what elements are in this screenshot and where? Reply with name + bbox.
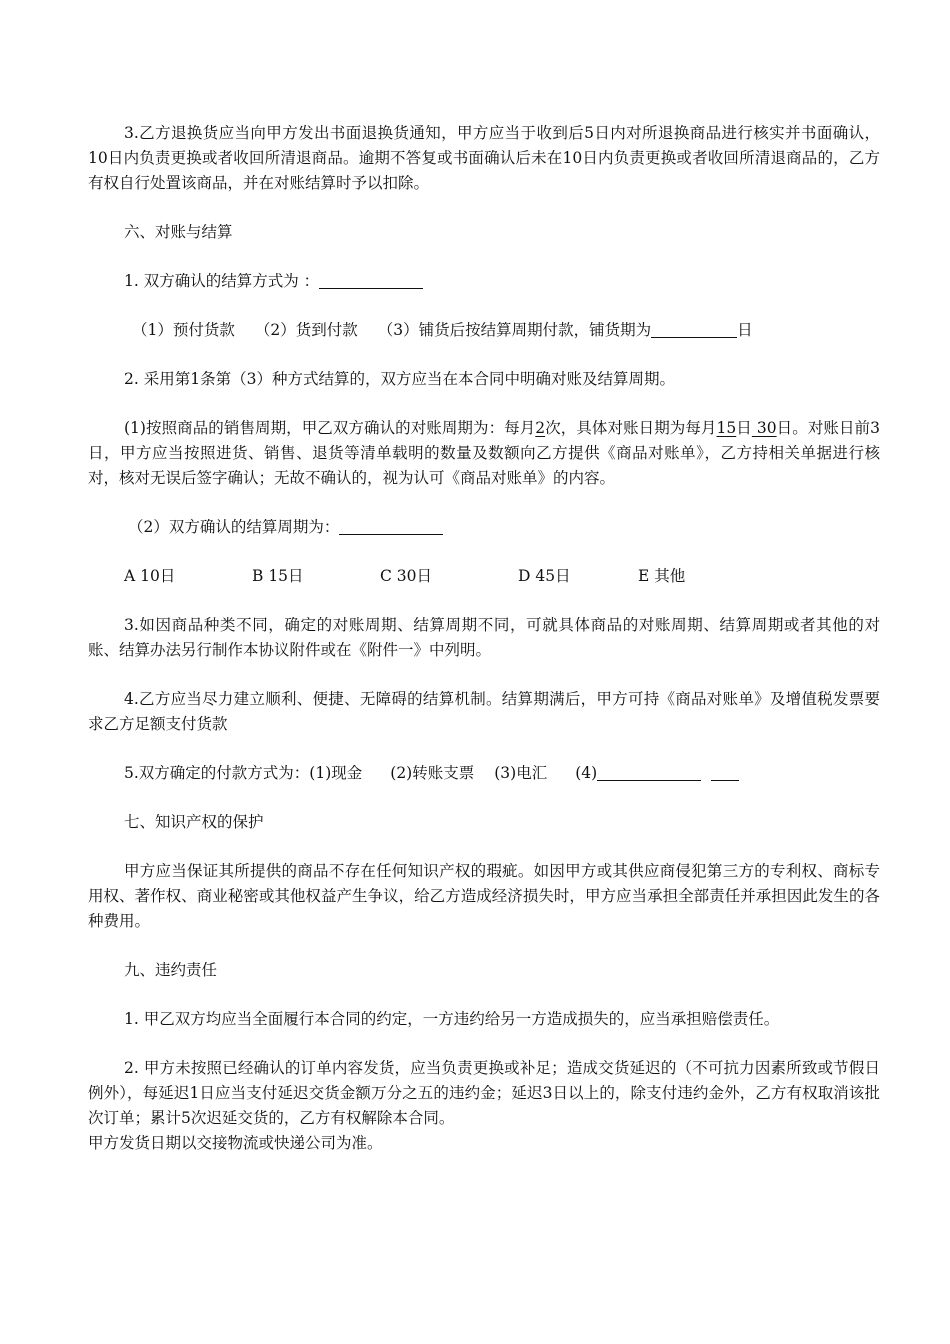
settlement-method-blank[interactable] [319,271,423,289]
period-options [88,564,880,589]
section-7-body: 甲方应当保证其所提供的商品不存在任何知识产权的瑕疵。如因甲方或其供应商侵犯第三方的专利权、商标专用权、著作权、商业秘密或其他权益产生争议，给乙方造成经济损失时，甲方应当承担全部责任并承担因此发生的各种费用。 [88,862,880,930]
clause-6-2-1-text-a: (1)按照商品的销售周期，甲乙双方确认的对账周期为：每月 [124,419,536,437]
period-option-d: D 45日 [518,567,571,585]
period-option-a: A 10日 [124,567,176,585]
clause-6-2-2-label: （2）双方确认的结算周期为： [128,518,340,536]
clause-9-1: 1. 甲乙双方均应当全面履行本合同的约定，一方违约给另一方造成损失的，应当承担赔偿责任。 [124,1010,780,1028]
reconcile-day-1: 15 [716,419,737,437]
clause-9-2-text: 2. 甲方未按照已经确认的订单内容发货，应当负责更换或补足；造成交货延迟的（不可抗力因素所致或节假日例外），每延迟1日应当支付延迟交货金额万分之五的违约金；延迟3日以上的，除支付违约金外，乙方有权取消该批次订单；累计5次迟延交货的，乙方有权解除本合同。 [88,1059,880,1127]
option-cod: （2）货到付款 [254,321,358,339]
clause-6-1-label: 1. 双方确认的结算方式为 ： [124,272,320,290]
clause-6-3: 3.如因商品种类不同，确定的对账周期、结算周期不同，可就具体商品的对账周期、结算周期或者其他的对账、结算办法另行制作本协议附件或在《附件一》中列明。 [88,616,880,659]
period-option-e: E 其他 [638,567,686,585]
clause-9-2 [88,1056,880,1131]
payment-cash: (1)现金 [309,764,363,782]
clause-6-2-1-text-b: 次，具体对账日期为每月 [545,419,717,437]
clause-6-2-1-text-d: 日。对账日前3日，甲方应当按照进货、销售、退货等清单载明的数量及数额向乙方提供《商品对账单》，乙方持相关单据进行核对，核对无误后签字确认；无故不确认的，视为认可《商品对账单》的内容。 [88,419,880,487]
option-consign-unit: 日 [737,321,753,339]
clause-6-2: 2. 采用第1条第（3）种方式结算的，双方应当在本合同中明确对账及结算周期。 [124,370,675,388]
clause-6-2-1 [88,416,880,491]
reconcile-times: 2 [535,419,546,437]
clause-6-5 [88,761,880,786]
clause-6-5-label: 5.双方确定的付款方式为： [124,764,310,782]
clause-6-2-1-text-c: 日 [736,419,752,437]
section-9-title: 九、违约责任 [124,961,218,979]
payment-other: (4) [575,764,598,782]
payment-other-blank[interactable] [597,763,701,781]
clause-6-1 [88,269,880,294]
reconcile-day-2: 30 [751,419,777,437]
clause-9-2-note: 甲方发货日期以交接物流或快递公司为准。 [88,1134,383,1152]
option-consign: （3）铺货后按结算周期付款，铺货期为 [377,321,652,339]
consign-period-blank[interactable] [651,320,737,338]
period-option-b: B 15日 [252,567,304,585]
settlement-options [88,318,880,343]
payment-wire: (3)电汇 [494,764,548,782]
payment-other-blank-2[interactable] [711,763,739,781]
section-6-title: 六、对账与结算 [124,223,233,241]
clause-6-4: 4.乙方应当尽力建立顺利、便捷、无障碍的结算机制。结算期满后，甲方可持《商品对账单》及增值税发票要求乙方足额支付货款 [88,690,880,733]
option-prepay: （1）预付货款 [132,321,235,339]
section-7-title: 七、知识产权的保护 [124,813,264,831]
clause-5-3: 3.乙方退换货应当向甲方发出书面退换货通知，甲方应当于收到后5日内对所退换商品进行核实并书面确认，10日内负责更换或者收回所清退商品。逾期不答复或书面确认后未在10日内负责更换或者收回所清退商品的，乙方有权自行处置该商品，并在对账结算时予以扣除。 [88,124,880,192]
period-option-c: C 30日 [380,567,433,585]
payment-check: (2)转账支票 [390,764,475,782]
clause-6-2-2 [88,515,880,540]
settlement-period-blank[interactable] [339,517,443,535]
